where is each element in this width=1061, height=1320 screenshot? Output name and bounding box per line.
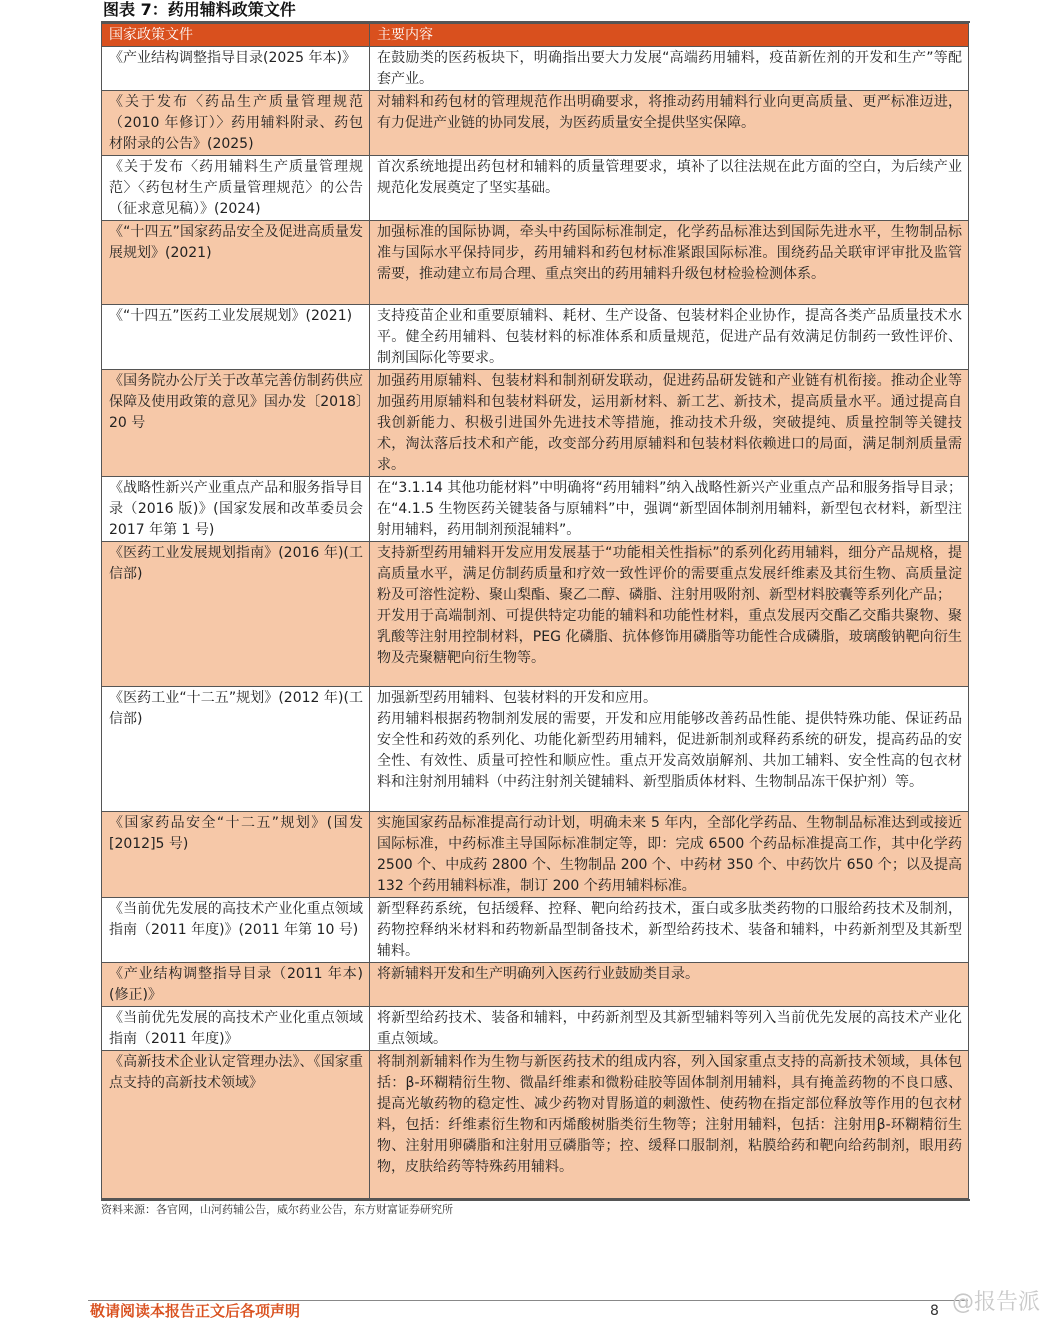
table-row bbox=[102, 47, 969, 91]
policy-document-cell: 《关于发布〈药品生产质量管理规范（2010 年修订）〉药用辅料附录、药包材附录的公告》(2025) bbox=[102, 91, 370, 156]
policy-document-cell: 《产业结构调整指导目录（2011 年本)(修正)》 bbox=[102, 963, 370, 1007]
table-row bbox=[102, 1007, 969, 1051]
main-content-cell: 首次系统地提出药包材和辅料的质量管理要求，填补了以往法规在此方面的空白，为后续产业规范化发展奠定了坚实基础。 bbox=[370, 156, 969, 221]
table-row bbox=[102, 221, 969, 305]
divider bbox=[101, 1199, 970, 1201]
policy-document-cell: 《“十四五”国家药品安全及促进高质量发展规划》(2021) bbox=[102, 221, 370, 305]
table-row bbox=[102, 898, 969, 963]
header-main-content: 主要内容 bbox=[370, 24, 969, 47]
policy-document-cell: 《高新技术企业认定管理办法》、《国家重点支持的高新技术领域》 bbox=[102, 1051, 370, 1199]
table-row bbox=[102, 812, 969, 898]
header-policy-document: 国家政策文件 bbox=[102, 24, 370, 47]
main-content-cell: 对辅料和药包材的管理规范作出明确要求，将推动药用辅料行业向更高质量、更严标准迈进，有力促进产业链的协同发展，为医药质量安全提供坚实保障。 bbox=[370, 91, 969, 156]
table-row bbox=[102, 305, 969, 370]
table-row bbox=[102, 477, 969, 542]
policy-document-cell: 《“十四五”医药工业发展规划》(2021) bbox=[102, 305, 370, 370]
main-content-cell: 在鼓励类的医药板块下，明确指出要大力发展“高端药用辅料，疫苗新佐剂的开发和生产”等配套产业。 bbox=[370, 47, 969, 91]
watermark: @报告派 bbox=[952, 1290, 1041, 1315]
policy-table bbox=[101, 23, 969, 1199]
policy-document-cell: 《关于发布〈药用辅料生产质量管理规范〉〈药包材生产质量管理规范〉的公告（征求意见稿）》(2024) bbox=[102, 156, 370, 221]
policy-document-cell: 《产业结构调整指导目录(2025 年本)》 bbox=[102, 47, 370, 91]
figure-title: 图表 7：药用辅料政策文件 bbox=[103, 0, 296, 19]
table-row bbox=[102, 542, 969, 687]
table-row bbox=[102, 91, 969, 156]
table-header-row bbox=[102, 24, 969, 47]
policy-document-cell: 《当前优先发展的高技术产业化重点领域指南（2011 年度)》 bbox=[102, 1007, 370, 1051]
main-content-cell: 新型释药系统，包括缓释、控释、靶向给药技术，蛋白或多肽类药物的口服给药技术及制剂，药物控释纳米材料和药物新晶型制备技术，新型给药技术、装备和辅料，中药新剂型及其新型辅料。 bbox=[370, 898, 969, 963]
main-content-cell: 加强药用原辅料、包装材料和制剂研发联动，促进药品研发链和产业链有机衔接。推动企业等加强药用原辅料和包装材料研发，运用新材料、新工艺、新技术，提高质量水平。通过提高自我创新能力、积极引进国外先进技术等措施，推动技术升级，突破提纯、质量控制等关键技术，淘汰落后技术和产能，改变部分药用原辅料和包装材料依赖进口的局面，满足制剂质量需求。 bbox=[370, 370, 969, 477]
main-content-cell: 将新辅料开发和生产明确列入医药行业鼓励类目录。 bbox=[370, 963, 969, 1007]
table-row bbox=[102, 156, 969, 221]
main-content-cell: 加强新型药用辅料、包装材料的开发和应用。 药用辅料根据药物制剂发展的需要，开发和应用能够改善药品性能、提供特殊功能、保证药品安全性和药效的系列化、功能化新型药用辅料，促进新制剂或释药系统的研发，提高药品的安全性、有效性、质量可控性和顺应性。重点开发高效崩解剂、共加工辅料、安全性高的包衣材料和注射剂用辅料（中药注射剂关键辅料、新型脂质体材料、生物制品冻干保护剂）等。 bbox=[370, 687, 969, 812]
policy-document-cell: 《医药工业发展规划指南》(2016 年)(工信部) bbox=[102, 542, 370, 687]
table-row bbox=[102, 370, 969, 477]
page-number: 8 bbox=[930, 1303, 939, 1319]
footer-divider bbox=[88, 1300, 968, 1301]
policy-document-cell: 《国务院办公厅关于改革完善仿制药供应保障及使用政策的意见》国办发〔2018〕20 号 bbox=[102, 370, 370, 477]
source-note: 资料来源：各官网，山河药辅公告，威尔药业公告，东方财富证券研究所 bbox=[101, 1203, 453, 1216]
main-content-cell: 实施国家药品标准提高行动计划，明确未来 5 年内，全部化学药品、生物制品标准达到或接近国际标准，中药标准主导国际标准制定等，即：完成 6500 个药品标准提高工作，其中化学药 2500 个、中成药 2800 个、生物制品 200 个、中药材 350 个、中药饮片 650 个；以及提高 132 个药用辅料标准，制订 200 个药用辅料标准。 bbox=[370, 812, 969, 898]
main-content-cell: 支持新型药用辅料开发应用发展基于“功能相关性指标”的系列化药用辅料，细分产品规格，提高质量水平，满足仿制药质量和疗效一致性评价的需要重点发展纤维素及其衍生物、高质量淀粉及可溶性淀粉、聚山梨酯、聚乙二醇、磷脂、注射用吸附剂、新型材料胶囊等系列化产品； 开发用于高端制剂、可提供特定功能的辅料和功能性材料，重点发展丙交酯乙交酯共聚物、聚乳酸等注射用控制材料，PEG 化磷脂、抗体修饰用磷脂等功能性合成磷脂，玻璃酸钠靶向衍生物及壳聚糖靶向衍生物等。 bbox=[370, 542, 969, 687]
disclaimer-text: 敬请阅读本报告正文后各项声明 bbox=[90, 1302, 301, 1320]
table-row bbox=[102, 963, 969, 1007]
policy-document-cell: 《国家药品安全“十二五”规划》(国发[2012]5 号) bbox=[102, 812, 370, 898]
table-row bbox=[102, 1051, 969, 1199]
main-content-cell: 在“3.1.14 其他功能材料”中明确将“药用辅料”纳入战略性新兴产业重点产品和服务指导目录；在“4.1.5 生物医药关键装备与原辅料”中，强调“新型固体制剂用辅料，新型包衣材料，新型注射用辅料，药用制剂预混辅料”。 bbox=[370, 477, 969, 542]
policy-document-cell: 《医药工业“十二五”规划》(2012 年)(工信部) bbox=[102, 687, 370, 812]
main-content-cell: 将制剂新辅料作为生物与新医药技术的组成内容，列入国家重点支持的高新技术领域，具体包括：β-环糊精衍生物、微晶纤维素和微粉硅胶等固体制剂用辅料，具有掩盖药物的不良口感、提高光敏药物的稳定性、减少药物对胃肠道的刺激性、使药物在指定部位释放等作用的包衣材料，包括：纤维素衍生物和丙烯酸树脂类衍生物等；注射用辅料，包括：注射用β-环糊精衍生物、注射用卵磷脂和注射用豆磷脂等；控、缓释口服制剂，粘膜给药和靶向给药制剂，眼用药物，皮肤给药等特殊药用辅料。 bbox=[370, 1051, 969, 1199]
main-content-cell: 支持疫苗企业和重要原辅料、耗材、生产设备、包装材料企业协作，提高各类产品质量技术水平。健全药用辅料、包装材料的标准体系和质量规范，促进产品有效满足仿制药一致性评价、制剂国际化等要求。 bbox=[370, 305, 969, 370]
policy-document-cell: 《当前优先发展的高技术产业化重点领域指南（2011 年度)》(2011 年第 10 号) bbox=[102, 898, 370, 963]
main-content-cell: 加强标准的国际协调，牵头中药国际标准制定，化学药品标准达到国际先进水平，生物制品标准与国际水平保持同步，药用辅料和药包材标准紧跟国际标准。围绕药品关联审评审批及监管需要，推动建立布局合理、重点突出的药用辅料升级包材检验检测体系。 bbox=[370, 221, 969, 305]
policy-document-cell: 《战略性新兴产业重点产品和服务指导目录（2016 版)》(国家发展和改革委员会 2017 年第 1 号) bbox=[102, 477, 370, 542]
main-content-cell: 将新型给药技术、装备和辅料，中药新剂型及其新型辅料等列入当前优先发展的高技术产业化重点领域。 bbox=[370, 1007, 969, 1051]
table-section bbox=[101, 23, 970, 1218]
table-row bbox=[102, 687, 969, 812]
